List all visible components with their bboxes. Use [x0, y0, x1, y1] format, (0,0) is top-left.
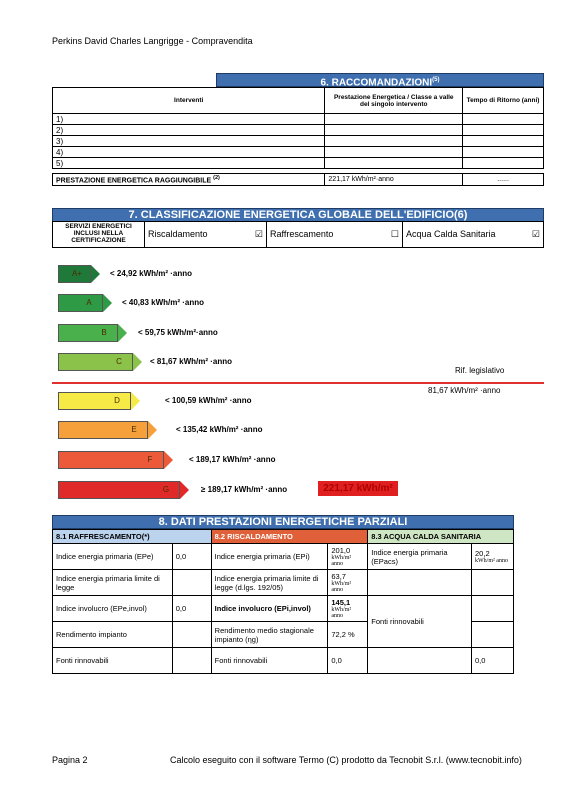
services-table — [52, 221, 544, 248]
rif-value: 81,67 kWh/m² ·anno — [428, 386, 501, 395]
software-credit: Calcolo eseguito con il software Termo (C) prodotto da Tecnobit S.r.l. (www.tecnobit.info) — [170, 755, 522, 765]
energy-class-label: G — [162, 485, 170, 494]
section7-title: 7. CLASSIFICAZIONE ENERGETICA GLOBALE DELL'EDIFICIO(6) — [52, 208, 544, 222]
energy-class-label: A+ — [71, 269, 82, 278]
energy-class-arrow — [131, 392, 140, 410]
table-row: 5) — [53, 158, 544, 169]
service-raffrescamento: Raffrescamento ☐ — [267, 222, 403, 248]
col-interventi: Interventi — [53, 88, 325, 114]
energy-class-label: C — [116, 357, 122, 366]
energy-class-arrow — [91, 265, 100, 283]
energy-class-arrow — [103, 294, 112, 312]
page-header: Perkins David Charles Langrigge - Compravendita — [52, 36, 253, 46]
recommendations-table — [52, 87, 544, 169]
services-label: SERVIZI ENERGETICI INCLUSI NELLA CERTIFICAZIONE — [53, 222, 145, 248]
col-prestazione: Prestazione Energetica / Classe a valle del singolo intervento — [325, 88, 463, 114]
energy-class-limit: < 59,75 kWh/m²·anno — [138, 328, 218, 337]
energy-class-label: F — [147, 455, 153, 464]
energy-class-label: B — [101, 328, 107, 337]
raggiungibile-value: 221,17 kWh/m²·anno — [325, 174, 463, 186]
riscaldamento-checkbox[interactable]: ☑ — [254, 229, 263, 239]
table-row: 4) — [53, 147, 544, 158]
energy-class-label: E — [131, 425, 137, 434]
energy-class-limit: ≥ 189,17 kWh/m² ·anno — [201, 485, 288, 494]
energy-class-arrow — [133, 353, 142, 371]
raggiungibile-tempo: ...... — [463, 174, 544, 186]
service-riscaldamento: Riscaldamento ☑ — [145, 222, 267, 248]
energy-class-label: D — [114, 396, 120, 405]
raffrescamento-checkbox[interactable]: ☐ — [390, 229, 399, 239]
section6-title: 6. RACCOMANDAZIONI$^{(5)}$ — [216, 73, 544, 87]
header-raffrescamento: 8.1 RAFFRESCAMENTO(*) — [53, 530, 212, 544]
header-acs: 8.3 ACQUA CALDA SANITARIA — [368, 530, 514, 544]
header-riscaldamento: 8.2 RISCALDAMENTO — [211, 530, 368, 544]
energy-class-arrow — [180, 481, 189, 499]
energy-class-limit: < 40,83 kWh/m² ·anno — [122, 298, 205, 307]
rif-label: Rif. legislativo — [455, 366, 505, 375]
col-tempo: Tempo di Ritorno (anni) — [463, 88, 544, 114]
partial-performance-table: 8.1 RAFFRESCAMENTO(*) 8.2 RISCALDAMENTO 8.3 ACQUA CALDA SANITARIA Indice energia primaria (EPe) 0,0 Indice energia primaria (EPi) 201,0 kWh/m² anno Indice energia primaria (EPacs) 20,2 kWh/m² anno Indice energia primaria limite di legge Indice energia primaria limite di legge (d.lgs. 192/05) 63,7 kWh/m² anno Indice involucro (EPe,invol) 0,0 Indice involucro (EPi,invol) 145,1 kWh/m² anno Fonti rinnovabili Rendimento impianto Rendimento medio stagionale impianto (ηg) 72,2 % Fonti rinnovabili Fonti rinnovabili 0,0 0,0 — [52, 529, 514, 674]
section8-title: 8. DATI PRESTAZIONI ENERGETICHE PARZIALI — [52, 515, 514, 529]
energy-class-arrow — [148, 421, 157, 439]
energy-class-limit: < 24,92 kWh/m² ·anno — [110, 269, 193, 278]
energy-class-label: A — [86, 298, 92, 307]
raggiungibile-label: PRESTAZIONE ENERGETICA RAGGIUNGIBILE $^{(2)}$ — [53, 174, 325, 186]
reference-line — [52, 382, 544, 384]
energy-class-limit: < 81,67 kWh/m² ·anno — [150, 357, 233, 366]
energy-class-limit: < 100,59 kWh/m² ·anno — [165, 396, 252, 405]
acs-checkbox[interactable]: ☑ — [531, 229, 540, 239]
current-energy-value: 221,17 kWh/m² — [318, 481, 398, 496]
energy-class-limit: < 135,42 kWh/m² ·anno — [176, 425, 263, 434]
energy-class-arrow — [118, 324, 127, 342]
service-acs: Acqua Calda Sanitaria ☑ — [403, 222, 544, 248]
table-row: 1) — [53, 114, 544, 125]
page-number: Pagina 2 — [52, 755, 88, 765]
raggiungibile-table — [52, 173, 544, 186]
energy-class-limit: < 189,17 kWh/m² ·anno — [189, 455, 276, 464]
table-row: 3) — [53, 136, 544, 147]
energy-class-arrow — [164, 451, 173, 469]
table-row: 2) — [53, 125, 544, 136]
